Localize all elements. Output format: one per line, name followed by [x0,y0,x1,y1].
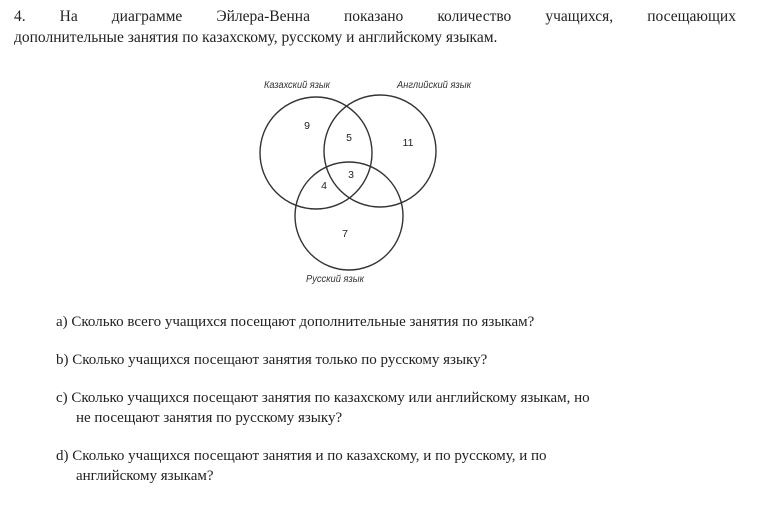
english-circle [324,95,436,207]
question-text: d) Сколько учащихся посещают занятия и по казахскому, и по русскому, и по [56,448,547,464]
problem-word: учащихся, [545,8,614,25]
question-list [56,312,736,504]
question-text-continued: английскому языкам? [76,468,214,484]
problem-statement [14,6,736,48]
english-only-count: 11 [402,137,414,149]
problem-line-2: дополнительные занятия по казахскому, русскому и английскому языкам. [14,29,498,46]
english-set-label: Английский язык [396,80,473,91]
russian-only-count: 7 [342,228,348,240]
venn-diagram [200,68,530,293]
problem-word: посещающих [647,8,736,25]
question-a [56,312,736,332]
problem-word: количество [437,8,512,25]
question-text: b) Сколько учащихся посещают занятия только по русскому языку? [56,352,488,368]
question-text: a) Сколько всего учащихся посещают дополнительные занятия по языкам? [56,314,535,330]
kazakh-only-count: 9 [304,120,310,132]
kazakh-english-count: 5 [346,132,352,144]
question-text: c) Сколько учащихся посещают занятия по казахскому или английскому языкам, но [56,390,590,406]
problem-word: Эйлера-Венна [216,8,310,25]
problem-number: 4. [14,8,26,25]
kazakh-set-label: Казахский язык [264,80,332,91]
question-c [56,388,736,428]
venn-svg [200,68,530,293]
russian-set-label: Русский язык [306,274,366,285]
question-text-continued: не посещают занятия по русскому языку? [76,410,343,426]
problem-line-1 [14,6,736,27]
question-b [56,350,736,370]
all-three-count: 3 [348,169,354,181]
question-d [56,446,736,486]
problem-word: диаграмме [111,8,183,25]
problem-word: показано [344,8,404,25]
problem-word: На [59,8,78,25]
kazakh-russian-count: 4 [321,180,327,192]
kazakh-circle [260,97,372,209]
